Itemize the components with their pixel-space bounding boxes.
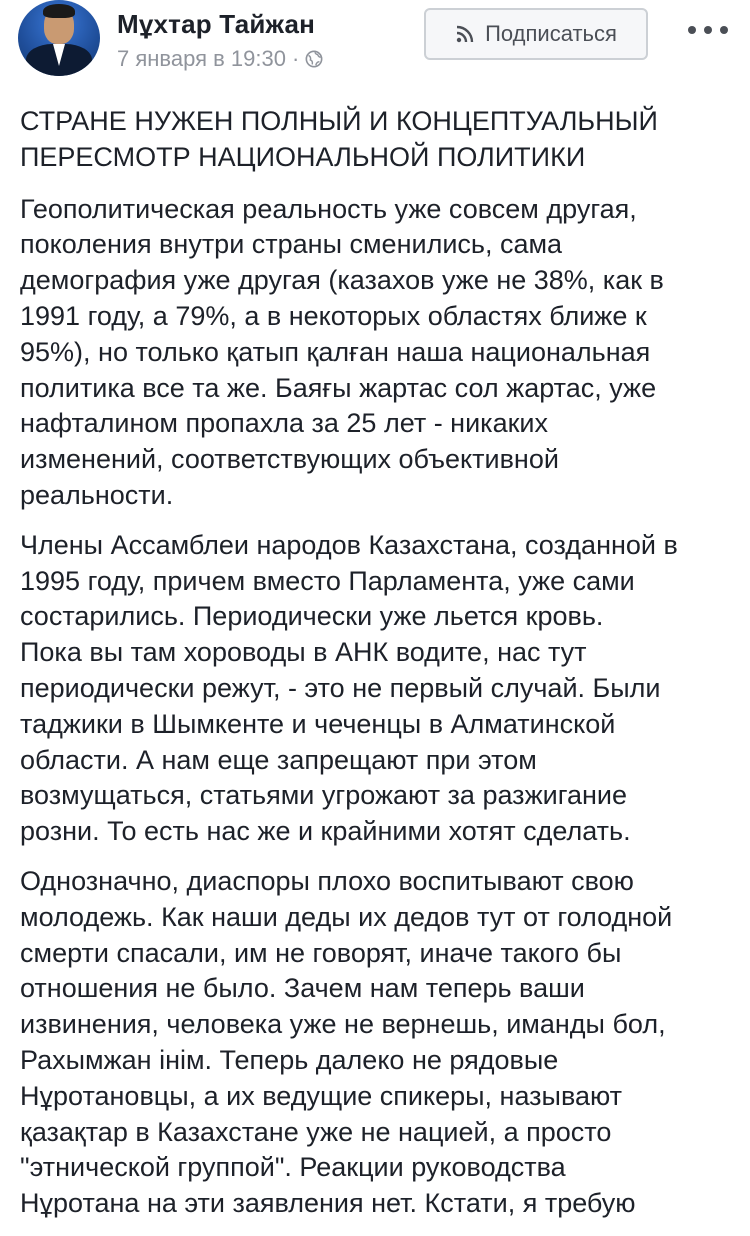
- post-timestamp[interactable]: 7 января в 19:30: [117, 46, 286, 71]
- text-line: периодически режут, - это не первый случай. Были: [20, 672, 661, 703]
- ellipsis-icon[interactable]: [688, 18, 728, 42]
- text-line: изменений, соответствующих объективной: [20, 444, 559, 475]
- post-body: [20, 104, 736, 1236]
- text-line: нафталином пропахла за 25 лет - никаких: [20, 408, 548, 439]
- text-line: извинения, человека уже не вернешь, иманды бол,: [20, 1009, 666, 1040]
- globe-icon[interactable]: [305, 50, 323, 68]
- text-line: Геополитическая реальность уже совсем другая,: [20, 193, 637, 224]
- subscribe-label: Подписаться: [485, 21, 617, 46]
- post-paragraph: [20, 192, 736, 514]
- post-paragraph: [20, 864, 736, 1222]
- text-line: молодежь. Как наши деды их дедов тут от голодной: [20, 901, 673, 932]
- text-line: "этнической группой". Реакции руководства: [20, 1152, 566, 1183]
- post-title-line: СТРАНЕ НУЖЕН ПОЛНЫЙ И КОНЦЕПТУАЛЬНЫЙ: [20, 106, 658, 136]
- post-meta: [117, 46, 323, 72]
- text-line: Члены Ассамблеи народов Казахстана, созданной в: [20, 529, 678, 560]
- text-line: отношения не было. Зачем нам теперь ваши: [20, 973, 585, 1004]
- text-line: демография уже другая (казахов уже не 38%, как в: [20, 265, 664, 296]
- post-title-line: ПЕРЕСМОТР НАЦИОНАЛЬНОЙ ПОЛИТИКИ: [20, 141, 586, 172]
- text-line: Нұротана на эти заявления нет. Кстати, я требую: [20, 1188, 636, 1219]
- text-line: Пока вы там хороводы в АНК водите, нас тут: [20, 637, 587, 668]
- text-line: возмущаться, статьями угрожают за разжигание: [20, 780, 627, 811]
- more-dot: [720, 26, 728, 34]
- text-line: Однозначно, диаспоры плохо воспитывают свою: [20, 865, 634, 896]
- text-line: области. А нам еще запрещают при этом: [20, 744, 537, 775]
- subscribe-button[interactable]: [424, 8, 648, 60]
- text-line: смерти спасали, им не говорят, иначе такого бы: [20, 937, 622, 968]
- meta-separator: ·: [291, 46, 300, 71]
- more-dot: [704, 26, 712, 34]
- text-line: розни. То есть нас же и крайними хотят сделать.: [20, 816, 631, 847]
- post-paragraph: [20, 528, 736, 850]
- text-line: таджики в Шымкенте и чеченцы в Алматинской: [20, 708, 616, 739]
- text-line: Рахымжан інім. Теперь далеко не рядовые: [20, 1044, 559, 1075]
- text-line: состарились. Периодически уже льется кровь.: [20, 601, 604, 632]
- text-line: Нұротановцы, а их ведущие спикеры, называют: [20, 1080, 623, 1111]
- text-line: политика все та же. Баяғы жартас сол жартас, уже: [20, 372, 657, 403]
- post-header: [0, 0, 750, 96]
- avatar-hair: [43, 4, 75, 18]
- text-line: 1995 году, причем вместо Парламента, уже сами: [20, 565, 635, 596]
- more-dot: [688, 26, 696, 34]
- text-line: қазақтар в Казахстане уже не нацией, а просто: [20, 1116, 612, 1147]
- text-line: 95%), но только қатып қалған наша национальная: [20, 336, 651, 367]
- author-name[interactable]: Мұхтар Тайжан: [117, 9, 316, 39]
- author-avatar[interactable]: [18, 0, 100, 76]
- text-line: 1991 году, а 79%, а в некоторых областях ближе к: [20, 300, 647, 331]
- post-title: [20, 104, 736, 176]
- text-line: поколения внутри страны сменились, сама: [20, 229, 563, 260]
- rss-icon: [455, 24, 475, 44]
- text-line: реальности.: [20, 479, 174, 510]
